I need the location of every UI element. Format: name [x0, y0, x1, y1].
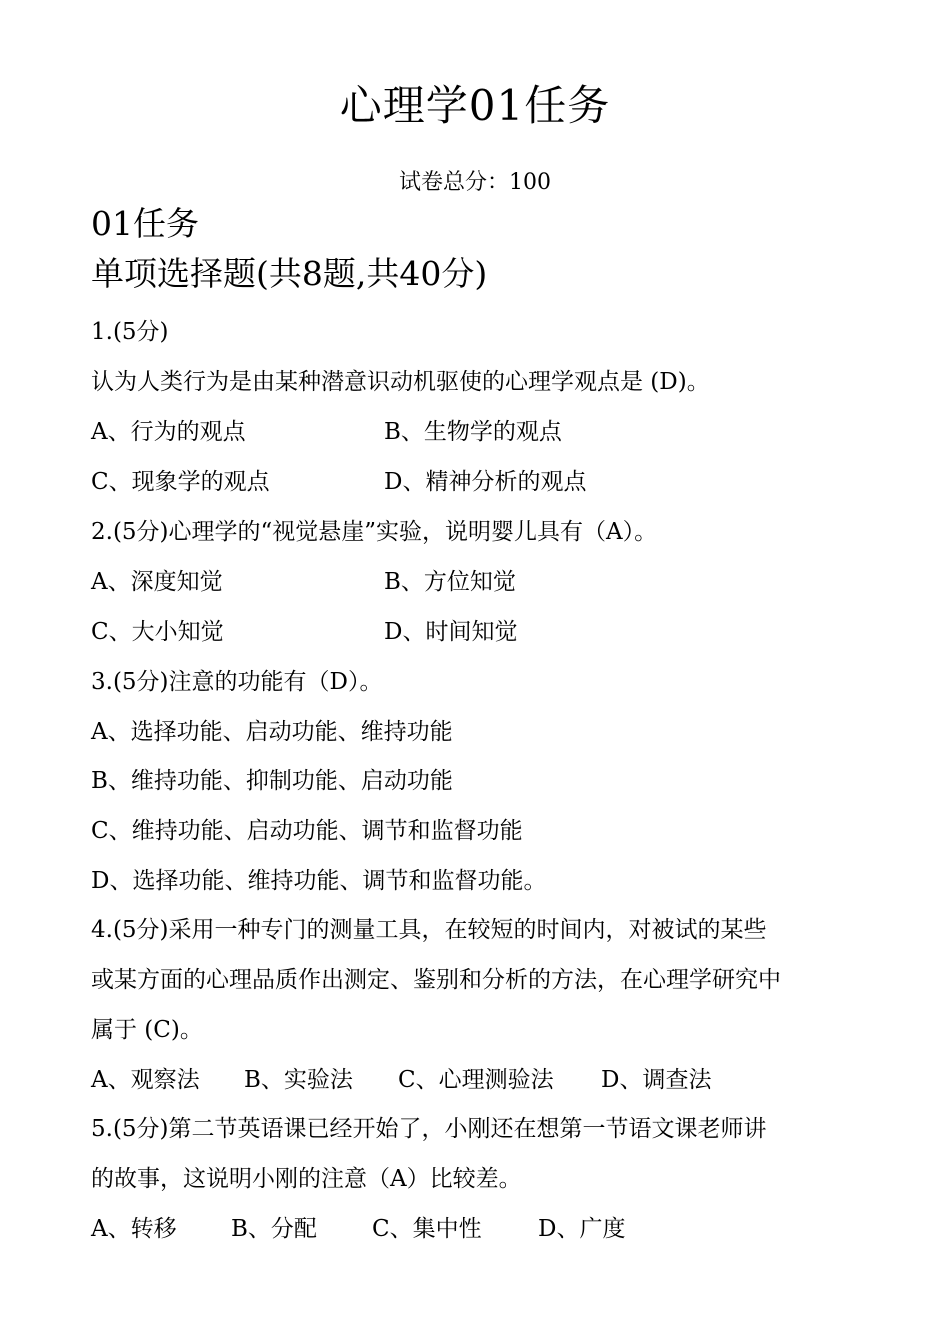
question-3-option-a: A、选择功能、启动功能、维持功能: [91, 719, 453, 745]
question-1-number: 1.(5分): [91, 319, 169, 345]
question-4-text-line-3: 属于 (C)。: [91, 1017, 203, 1043]
question-5-text-line-1: 5.(5分)第二节英语课已经开始了，小刚还在想第一节语文课老师讲: [91, 1116, 767, 1142]
question-3-option-c: C、维持功能、启动功能、调节和监督功能: [91, 818, 523, 844]
task-label: 01任务: [91, 204, 199, 243]
question-4-text-line-2: 或某方面的心理品质作出测定、鉴别和分析的方法，在心理学研究中: [91, 967, 781, 993]
question-5-option-b: B、分配: [231, 1216, 317, 1242]
page-title: 心理学01任务: [339, 81, 611, 130]
question-3-option-b: B、维持功能、抑制功能、启动功能: [91, 768, 453, 794]
question-1-option-b: B、生物学的观点: [384, 419, 562, 445]
question-2-text: 2.(5分)心理学的“视觉悬崖”实验，说明婴儿具有（A）。: [91, 519, 658, 545]
question-4-option-a: A、观察法: [91, 1067, 200, 1093]
question-1-option-d: D、精神分析的观点: [384, 469, 587, 495]
question-2-option-b: B、方位知觉: [384, 569, 516, 595]
question-2-option-a: A、深度知觉: [91, 569, 223, 595]
question-4-option-d: D、调查法: [601, 1067, 712, 1093]
section-heading: 单项选择题(共8题,共40分): [91, 254, 488, 293]
total-score: 试卷总分：100: [399, 170, 551, 195]
question-4-option-b: B、实验法: [244, 1067, 353, 1093]
question-2-option-d: D、时间知觉: [384, 619, 518, 645]
question-5-text-line-2: 的故事，这说明小刚的注意（A）比较差。: [91, 1166, 522, 1192]
question-1-text: 认为人类行为是由某种潜意识动机驱使的心理学观点是 (D)。: [91, 369, 710, 395]
question-5-option-c: C、集中性: [372, 1216, 482, 1242]
question-1-option-a: A、行为的观点: [91, 419, 246, 445]
question-4-option-c: C、心理测验法: [398, 1067, 554, 1093]
question-3-option-d: D、选择功能、维持功能、调节和监督功能。: [91, 868, 547, 894]
question-4-text-line-1: 4.(5分)采用一种专门的测量工具，在较短的时间内，对被试的某些: [91, 917, 767, 943]
question-5-option-d: D、广度: [538, 1216, 626, 1242]
question-3-text: 3.(5分)注意的功能有（D）。: [91, 669, 383, 695]
question-2-option-c: C、大小知觉: [91, 619, 224, 645]
question-5-option-a: A、转移: [91, 1216, 177, 1242]
question-1-option-c: C、现象学的观点: [91, 469, 270, 495]
